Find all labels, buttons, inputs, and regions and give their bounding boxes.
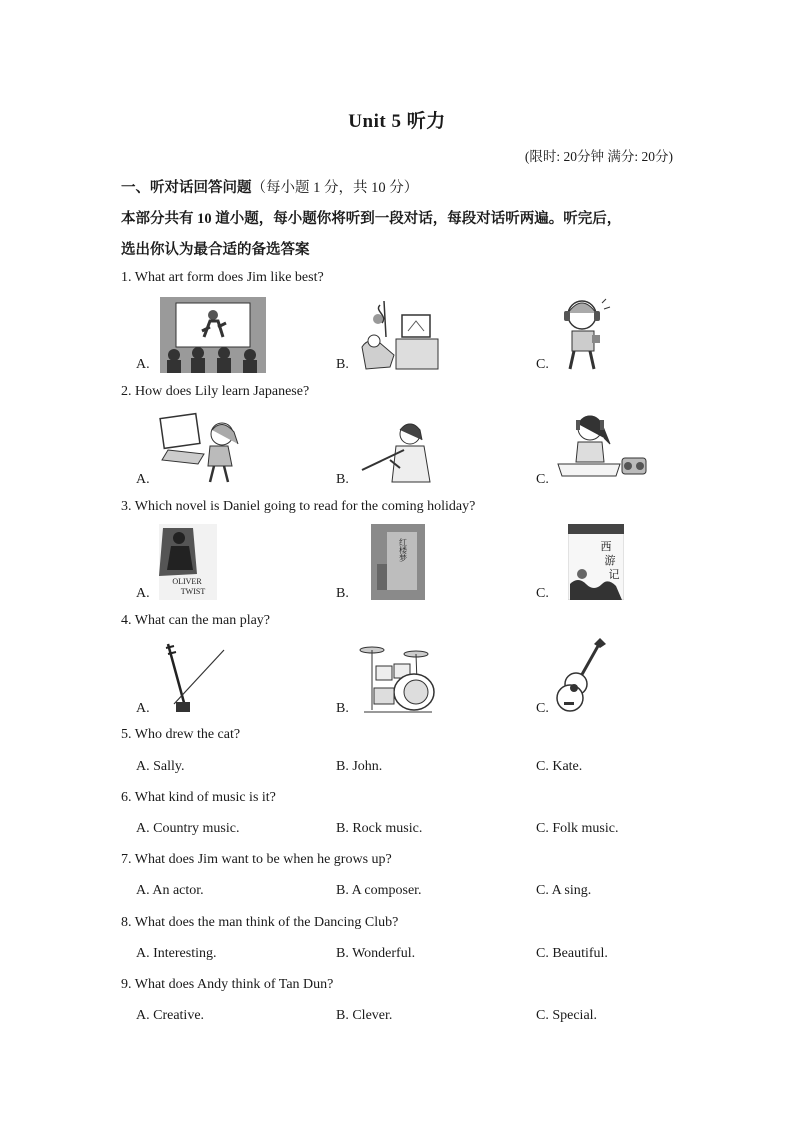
girl-with-headphones-picture: [560, 297, 612, 373]
question-3: 3. Which novel is Daniel going to read for the coming holiday?: [121, 499, 476, 514]
girl-writing-picture: [360, 416, 438, 486]
watching-tv-picture: [360, 297, 440, 373]
erhu-picture: [160, 640, 230, 716]
xiyouji-char-1: 西: [600, 540, 612, 553]
cinema-audience-picture: [160, 297, 266, 373]
question-4: 4. What can the man play?: [121, 613, 271, 628]
question-7: 7. What does Jim want to be when he grows up?: [121, 852, 392, 867]
xiyouji-char-3: 记: [608, 568, 620, 581]
q9-option-b[interactable]: B. Clever.: [336, 1008, 393, 1023]
guitar-picture: [556, 636, 608, 716]
time-score-limit: (限时: 20分钟 满分: 20分): [524, 149, 673, 164]
q5-option-c[interactable]: C. Kate.: [536, 759, 583, 774]
q2-option-a[interactable]: A.: [136, 472, 150, 487]
page-title: Unit 5 听力: [348, 111, 446, 132]
instruction-line-1: 本部分共有 10 道小题，每小题你将听到一段对话，每段对话听两遍。听完后，: [121, 211, 622, 227]
drum-kit-picture: [358, 640, 438, 716]
question-5: 5. Who drew the cat?: [121, 727, 241, 742]
q8-option-a[interactable]: A. Interesting.: [136, 946, 217, 961]
question-8: 8. What does the man think of the Dancing Club?: [121, 915, 399, 930]
q2-option-b[interactable]: B.: [336, 472, 349, 487]
q6-option-b[interactable]: B. Rock music.: [336, 821, 423, 836]
q7-option-b[interactable]: B. A composer.: [336, 883, 422, 898]
section-points: （每小题 1 分，共 10 分）: [251, 180, 419, 196]
q5-option-b[interactable]: B. John.: [336, 759, 383, 774]
xiyouji-char-2: 游: [604, 554, 616, 567]
instruction-line-2: 选出你认为最合适的备选答案: [121, 242, 310, 258]
question-1: 1. What art form does Jim like best?: [121, 270, 324, 285]
question-6: 6. What kind of music is it?: [121, 790, 276, 805]
q9-option-c[interactable]: C. Special.: [536, 1008, 598, 1023]
q1-option-b[interactable]: B.: [336, 357, 349, 372]
q7-option-c[interactable]: C. A sing.: [536, 883, 592, 898]
section-heading: [121, 176, 418, 197]
q4-option-c[interactable]: C.: [536, 701, 549, 716]
q7-option-a[interactable]: A. An actor.: [136, 883, 204, 898]
q4-option-b[interactable]: B.: [336, 701, 349, 716]
q4-option-a[interactable]: A.: [136, 701, 150, 716]
q8-option-c[interactable]: C. Beautiful.: [536, 946, 608, 961]
section-title: 一、听对话回答问题: [121, 180, 252, 196]
girl-computer-picture: [158, 410, 244, 486]
q3-option-a[interactable]: A.: [136, 586, 150, 601]
hongloumeng-cover: [371, 524, 425, 600]
oliver-title-line2: TWIST: [180, 587, 206, 596]
oliver-title-line1: OLIVER: [172, 577, 202, 586]
q8-option-b[interactable]: B. Wonderful.: [336, 946, 416, 961]
q2-option-c[interactable]: C.: [536, 472, 549, 487]
q5-option-a[interactable]: A. Sally.: [136, 759, 185, 774]
xiyouji-cover: [568, 524, 624, 600]
q1-option-a[interactable]: A.: [136, 357, 150, 372]
q6-option-a[interactable]: A. Country music.: [136, 821, 240, 836]
hongloumeng-title: 红楼梦: [398, 538, 408, 562]
q9-option-a[interactable]: A. Creative.: [136, 1008, 205, 1023]
q6-option-c[interactable]: C. Folk music.: [536, 821, 619, 836]
q1-option-c[interactable]: C.: [536, 357, 549, 372]
q3-option-c[interactable]: C.: [536, 586, 549, 601]
question-9: 9. What does Andy think of Tan Dun?: [121, 977, 334, 992]
q3-option-b[interactable]: B.: [336, 586, 349, 601]
girl-radio-picture: [556, 410, 648, 486]
question-2: 2. How does Lily learn Japanese?: [121, 384, 310, 399]
oliver-twist-cover: [159, 524, 217, 600]
